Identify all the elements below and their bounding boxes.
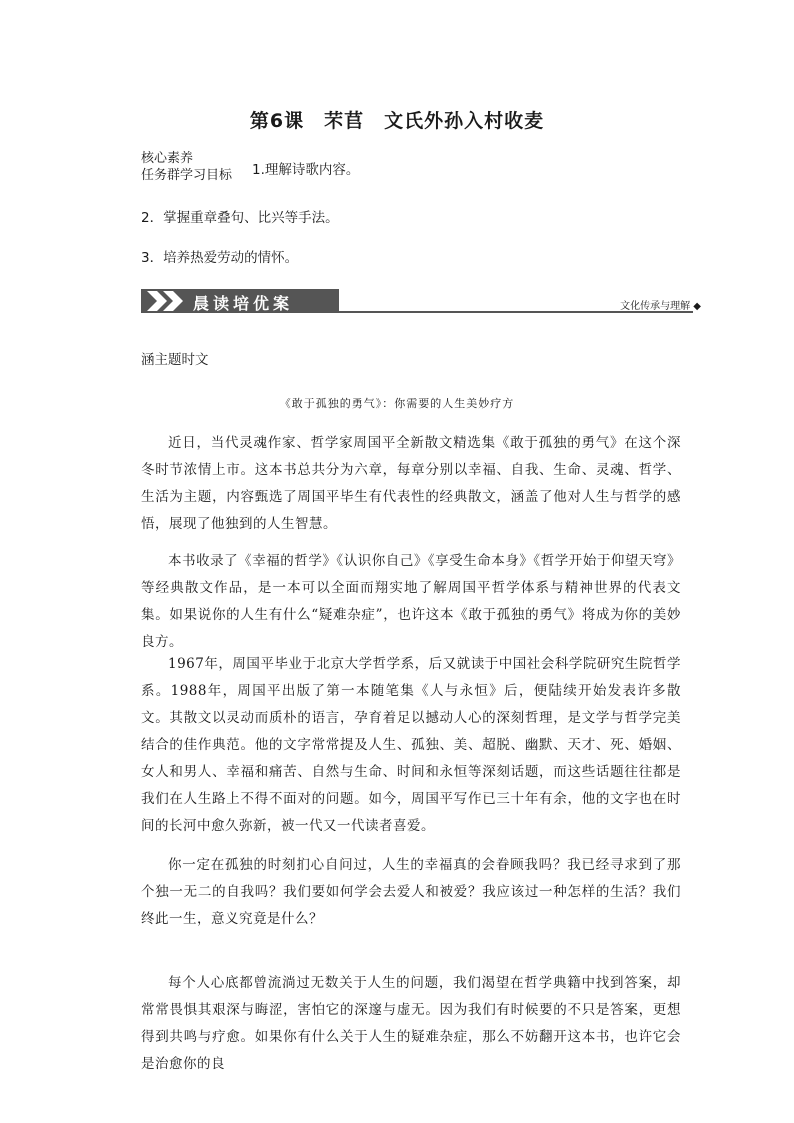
diamond-icon: ◆ bbox=[693, 301, 701, 312]
article-paragraph-2: 本书收录了《幸福的哲学》《认识你自己》《享受生命本身》《哲学开始于仰望天穹》等经典散文作品，是一本可以全面而翔实地了解周国平哲学体系与精神世界的代表文集。如果说你的人生有什么“疑难杂症”，也许这本《敢于孤独的勇气》将成为你的美妙良方。 bbox=[141, 553, 681, 650]
article-paragraph-4: 你一定在孤独的时刻扪心自问过，人生的幸福真的会眷顾我吗？我已经寻求到了那个独一无二的自我吗？我们要如何学会去爱人和被爱？我应该过一种怎样的生活？我们终此一生，意义究竟是什么？ bbox=[141, 857, 681, 927]
article-title: 《敢于孤独的勇气》：你需要的人生美妙疗方 bbox=[279, 397, 515, 410]
section-heading: 涵主题时文 bbox=[141, 352, 209, 368]
goal-item-3: 3．培养热爱劳动的情怀。 bbox=[141, 250, 299, 266]
core-literacy-label: 核心素养 bbox=[141, 151, 194, 166]
article-paragraph-1: 近日，当代灵魂作家、哲学家周国平全新散文精选集《敢于孤独的勇气》在这个深冬时节浓情上市。这本书总共分为六章，每章分别以幸福、自我、生命、灵魂、哲学、生活为主题，内容甄选了周国平毕生有代表性的经典散文，涵盖了他对人生与哲学的感悟，展现了他独到的人生智慧。 bbox=[141, 435, 681, 532]
article-paragraph-5: 每个人心底都曾流淌过无数关于人生的问题，我们渴望在哲学典籍中找到答案，却常常畏惧其艰深与晦涩，害怕它的深邃与虚无。因为我们有时候要的不只是答案，更想得到共鸣与疗愈。如果你有什么关于人生的疑难杂症，那么不妨翻开这本书，也许它会是治愈你的良 bbox=[141, 975, 681, 1072]
banner-tag-text: 文化传承与理解 bbox=[620, 301, 691, 312]
article-paragraph-3: 1967年，周国平毕业于北京大学哲学系，后又就读于中国社会科学院研究生院哲学系。1988年，周国平出版了第一本随笔集《人与永恒》后，便陆续开始发表许多散文。其散文以灵动而质朴的语言，孕育着足以撼动人心的深刻哲理，是文学与哲学完美结合的佳作典范。他的文字常常提及人生、孤独、美、超脱、幽默、天才、死、婚姻、女人和男人、幸福和痛苦、自然与生命、时间和永恒等深刻话题，而这些话题往往都是我们在人生路上不得不面对的问题。如今，周国平写作已三十年有余，他的文字也在时间的长河中愈久弥新，被一代又一代读者喜爱。 bbox=[141, 656, 681, 834]
lesson-title: 第6课 芣苢 文氏外孙入村收麦 bbox=[249, 110, 545, 132]
banner-tag bbox=[620, 297, 701, 312]
task-group-label: 任务群学习目标 bbox=[141, 168, 233, 183]
goal-item-2: 2．掌握重章叠句、比兴等手法。 bbox=[141, 210, 339, 226]
banner-label: 晨读培优案 bbox=[193, 294, 294, 313]
goal-item-1: 1.理解诗歌内容。 bbox=[252, 162, 360, 178]
section-banner bbox=[141, 289, 701, 315]
double-chevron-icon bbox=[145, 291, 189, 311]
learning-goals bbox=[141, 150, 360, 184]
